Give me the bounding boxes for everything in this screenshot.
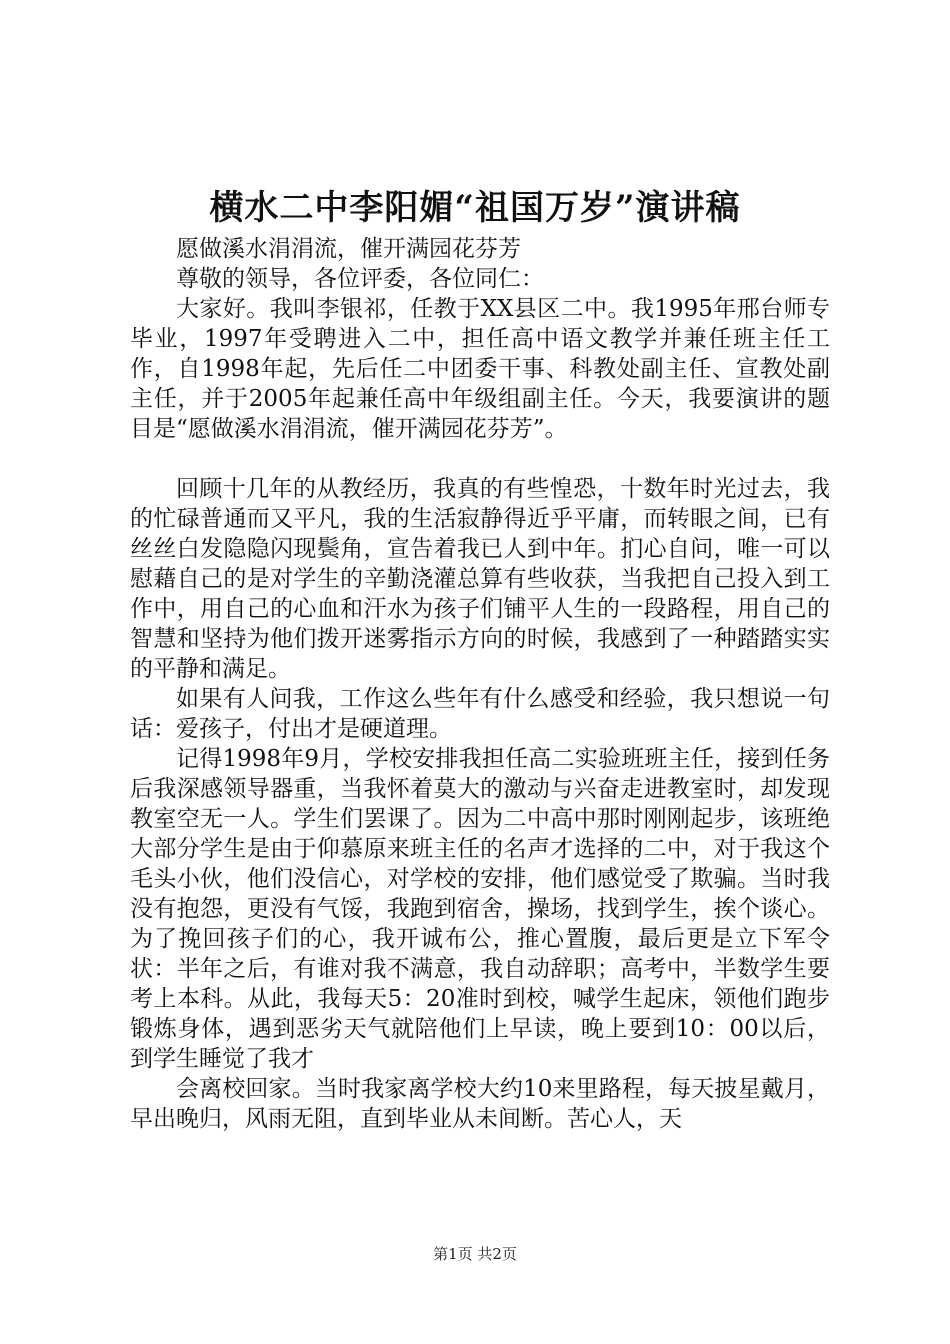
paragraph-experience: 如果有人问我，工作这么些年有什么感受和经验，我只想说一句话：爱孩子，付出才是硬道理。 [130, 686, 830, 742]
paragraph-subtitle: 愿做溪水涓涓流，催开满园花芬芳 [176, 236, 521, 262]
paragraph-reflection: 回顾十几年的从教经历，我真的有些惶恐，十数年时光过去，我的忙碌普通而又平凡，我的生活寂静得近乎平庸，而转眼之间，已有丝丝白发隐隐闪现鬓角，宣告着我已人到中年。扪心自问，唯一可以慰藉自己的是对学生的辛勤浇灌总算有些收获，当我把自己投入到工作中，用自己的心血和汗水为孩子们铺平人生的一段路程，用自己的智慧和坚持为他们拨开迷雾指示方向的时候，我感到了一种踏踏实实的平静和满足。 [130, 476, 830, 682]
paragraph-salutation: 尊敬的领导，各位评委，各位同仁： [176, 266, 544, 292]
page-number-footer: 第1页 共2页 [433, 1245, 517, 1263]
paragraph-continuation: 会离校回家。当时我家离学校大约10来里路程，每天披星戴月，早出晚归，风雨无阻，直到毕业从未间断。苦心人，天 [130, 1076, 830, 1132]
document-title: 横水二中李阳媚“祖国万岁”演讲稿 [209, 188, 741, 228]
paragraph-introduction: 大家好。我叫李银祁，任教于XX县区二中。我1995年邢台师专毕业，1997年受聘进入二中，担任高中语文教学并兼任班主任工作，自1998年起，先后任二中团委干事、科教处副主任、宣教处副主任，并于2005年起兼任高中年级组副主任。今天，我要演讲的题目是“愿做溪水涓涓流，催开满园花芬芳”。 [130, 296, 830, 442]
paragraph-story: 记得1998年9月，学校安排我担任高二实验班班主任，接到任务后我深感领导器重，当我怀着莫大的激动与兴奋走进教室时，却发现教室空无一人。学生们罢课了。因为二中高中那时刚刚起步，该班绝大部分学生是由于仰慕原来班主任的名声才选择的二中，对于我这个毛头小伙，他们没信心，对学校的安排，他们感觉受了欺骗。当时我没有抱怨，更没有气馁，我跑到宿舍，操场，找到学生，挨个谈心。为了挽回孩子们的心，我开诚布公，推心置腹，最后更是立下军令状：半年之后，有谁对我不满意，我自动辞职；高考中，半数学生要考上本科。从此，我每天5：20准时到校，喊学生起床，领他们跑步锻炼身体，遇到恶劣天气就陪他们上早读，晚上要到10：00以后，到学生睡觉了我才 [130, 746, 830, 1072]
document-body [130, 234, 830, 1134]
